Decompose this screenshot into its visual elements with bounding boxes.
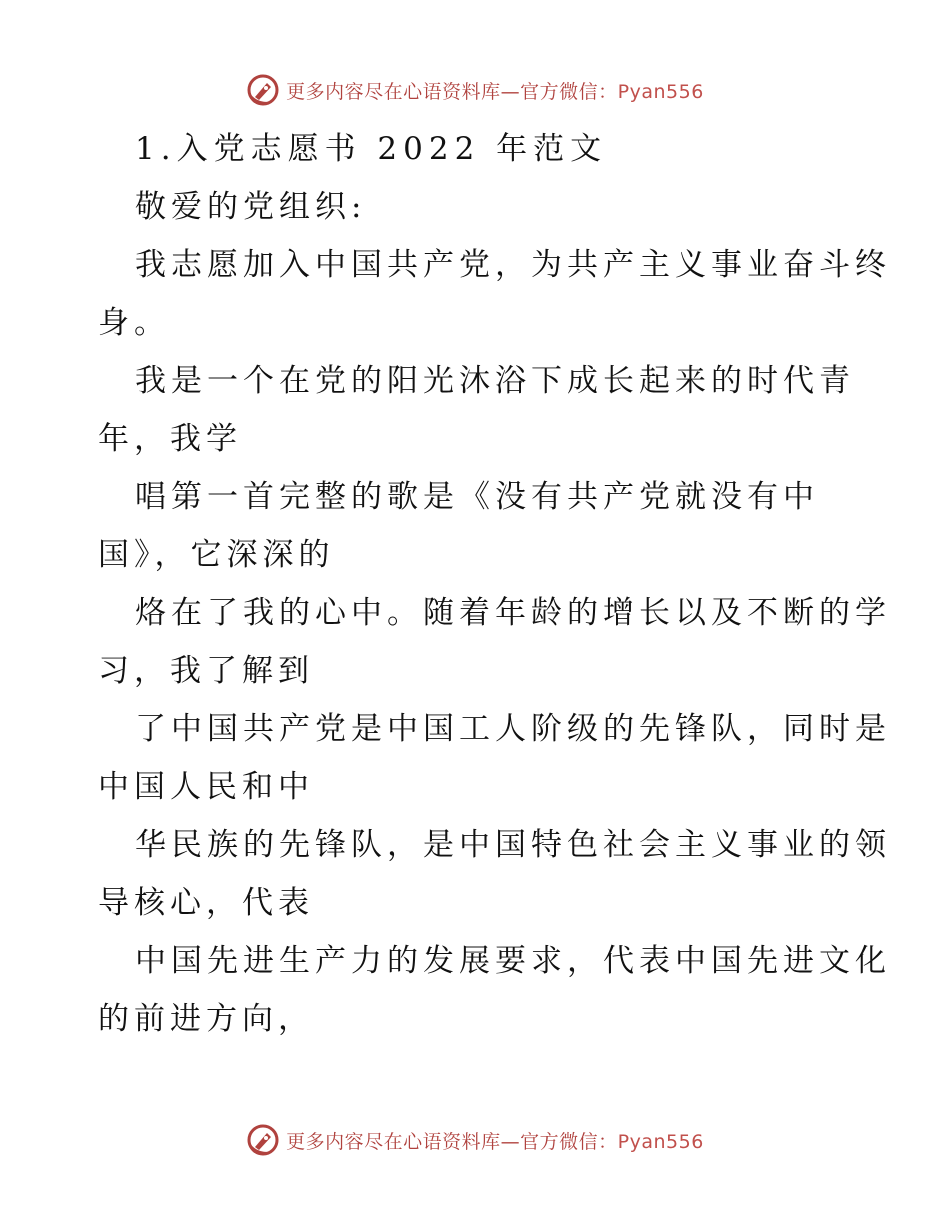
paragraph-line: 华民族的先锋队，是中国特色社会主义事业的领: [135, 827, 891, 863]
paragraph-line: 导核心，代表: [98, 885, 314, 921]
paragraph-line: 中国先进生产力的发展要求，代表中国先进文化: [135, 943, 891, 979]
footer-watermark: [0, 1120, 950, 1160]
paragraph-line: 年，我学: [98, 421, 242, 457]
paragraph-line: 习，我了解到: [98, 653, 314, 689]
header-watermark: [0, 70, 950, 110]
salutation: 敬爱的党组织:: [135, 189, 367, 225]
watermark-text: 更多内容尽在心语资料库—官方微信：Pyan556: [286, 80, 704, 103]
paragraph-line: 国》，它深深的: [98, 537, 335, 573]
paragraph-line: 我是一个在党的阳光沐浴下成长起来的时代青: [135, 363, 855, 399]
paragraph-line: 的前进方向，: [98, 1001, 314, 1037]
wechat-id: Pyan556: [617, 1130, 704, 1153]
paragraph-line: 了中国共产党是中国工人阶级的先锋队，同时是: [135, 711, 891, 747]
document-body: [98, 120, 891, 1048]
wechat-id: Pyan556: [617, 80, 704, 103]
paragraph-line: 唱第一首完整的歌是《没有共产党就没有中: [135, 479, 819, 515]
paragraph-line: 烙在了我的心中。随着年龄的增长以及不断的学: [135, 595, 891, 631]
pen-nib-circle-icon: [246, 73, 280, 107]
paragraph-line: 中国人民和中: [98, 769, 314, 805]
paragraph-line: 我志愿加入中国共产党，为共产主义事业奋斗终: [135, 247, 891, 283]
document-title: 1.入党志愿书 2022 年范文: [135, 131, 608, 167]
watermark-text: 更多内容尽在心语资料库—官方微信：Pyan556: [286, 1130, 704, 1153]
paragraph-line: 身。: [98, 305, 170, 341]
pen-nib-circle-icon: [246, 1123, 280, 1157]
